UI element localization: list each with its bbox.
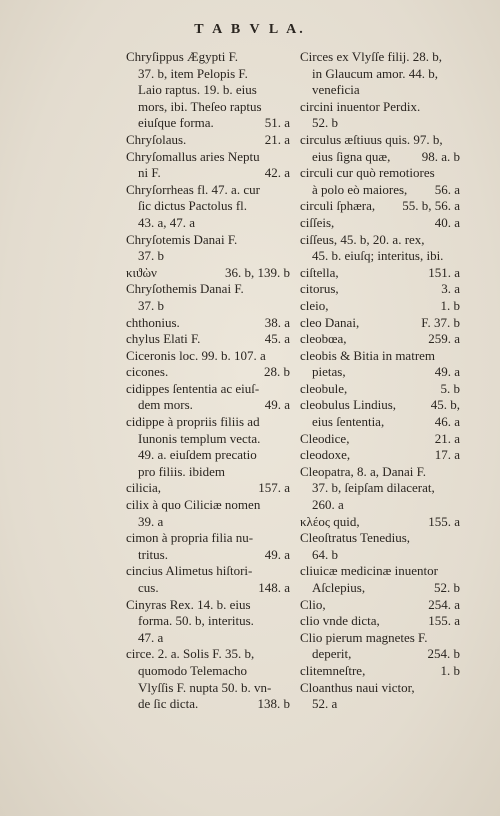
entry-page-ref: 21. a xyxy=(264,131,290,147)
entry-text: veneficia xyxy=(312,82,360,98)
entry-page-ref: 259. a xyxy=(428,331,460,347)
entry-text: cincius Alimetus hiſtori- xyxy=(126,563,253,579)
entry-page-ref: 1. b xyxy=(440,662,460,678)
entry-page-ref: 55. b, 56. a xyxy=(402,198,460,214)
entry-text: deperit, xyxy=(312,646,352,662)
entry-page-ref: 151. a xyxy=(428,264,460,280)
entry-text: Chryſolaus. xyxy=(126,131,187,147)
index-entry xyxy=(300,447,460,464)
entry-text: cleobulus Lindius, xyxy=(300,397,397,413)
entry-text: Chryſorrheas fl. 47. a. cur xyxy=(126,181,260,197)
entry-text: Chryſippus Ægypti F. xyxy=(126,49,239,64)
index-entry xyxy=(126,182,290,199)
entry-text: forma. 50. b, interitus. xyxy=(138,613,254,629)
index-entry xyxy=(126,447,290,464)
entry-page-ref: 148. a xyxy=(258,580,290,595)
index-entry xyxy=(300,132,460,149)
index-entry xyxy=(300,298,460,315)
index-entry xyxy=(126,696,290,713)
entry-text: pro filiis. ibidem xyxy=(138,463,226,479)
entry-text: Cinyras Rex. 14. b. eius xyxy=(126,596,251,612)
entry-page-ref: 155. a xyxy=(428,613,460,629)
entry-text: 45. b. eiuſq; interitus, ibi. xyxy=(312,248,444,264)
index-entry xyxy=(126,215,290,232)
entry-page-ref: 45. b, xyxy=(430,397,460,413)
index-entry xyxy=(126,364,290,381)
entry-text: clio vnde dicta, xyxy=(300,613,380,629)
entry-text: cliuicæ medicinæ inuentor xyxy=(300,563,438,579)
index-entry xyxy=(126,613,290,630)
entry-text: cimon à propria filia nu- xyxy=(126,530,254,546)
entry-page-ref: 21. a xyxy=(434,430,460,446)
index-entry xyxy=(126,115,290,132)
index-entry xyxy=(126,232,290,249)
entry-text: 43. a, 47. a xyxy=(138,214,196,230)
entry-page-ref: 3. a xyxy=(441,281,460,297)
entry-page-ref: 49. a xyxy=(434,364,460,380)
index-entry xyxy=(126,248,290,265)
index-entry xyxy=(300,165,460,182)
entry-page-ref: F. 37. b xyxy=(421,314,460,330)
entry-page-ref: 45. a xyxy=(264,331,290,347)
index-column-right xyxy=(300,49,460,713)
index-entry xyxy=(126,663,290,680)
index-entry xyxy=(126,49,290,66)
index-entry xyxy=(300,563,460,580)
entry-page-ref: 49. a xyxy=(264,397,290,413)
index-entry xyxy=(300,215,460,232)
index-entry xyxy=(300,397,460,414)
index-entry xyxy=(300,232,460,249)
entry-text: cidippes ſententia ac eiuſ- xyxy=(126,380,260,396)
entry-text: Cloanthus naui victor, xyxy=(300,679,415,695)
entry-text: circuli cur quò remotiores xyxy=(300,165,435,181)
index-entry xyxy=(300,414,460,431)
index-column-left xyxy=(126,49,290,713)
index-entry xyxy=(300,198,460,215)
entry-text: clitemneſtre, xyxy=(300,662,366,678)
entry-text: Circes ex Vlyſſe filij. 28. b, xyxy=(300,49,443,64)
entry-text: Ciceronis loc. 99. b. 107. a xyxy=(126,347,266,363)
entry-text: circini inuentor Perdix. xyxy=(300,98,421,114)
index-entry xyxy=(126,397,290,414)
entry-text: ciſſeus, 45. b, 20. a. rex, xyxy=(300,231,425,247)
entry-text: ciſtella, xyxy=(300,264,339,280)
index-entry xyxy=(300,281,460,298)
entry-text: Vlyſſis F. nupta 50. b. vn- xyxy=(138,679,272,695)
index-entry xyxy=(126,497,290,514)
index-entry xyxy=(126,580,290,597)
entry-text: cleodoxe, xyxy=(300,447,351,463)
index-entry xyxy=(126,514,290,531)
index-entry xyxy=(300,115,460,132)
index-entry xyxy=(300,530,460,547)
index-entry xyxy=(300,497,460,514)
entry-page-ref: 56. a xyxy=(434,181,460,197)
entry-text: Cleopatra, 8. a, Danai F. xyxy=(300,463,427,479)
entry-page-ref: 49. a xyxy=(264,546,290,562)
index-entry xyxy=(126,646,290,663)
index-entry xyxy=(300,696,460,713)
entry-text: tritus. xyxy=(138,546,168,562)
index-entry xyxy=(300,348,460,365)
index-entry xyxy=(126,680,290,697)
index-entry xyxy=(300,82,460,99)
running-header: T A B V L A. xyxy=(194,22,306,37)
entry-page-ref: 46. a xyxy=(434,414,460,430)
entry-page-ref: 52. b xyxy=(434,580,460,595)
entry-page-ref: 254. b xyxy=(427,646,460,662)
entry-text: Clio, xyxy=(300,596,326,612)
entry-text: Clio pierum magnetes F. xyxy=(300,629,428,645)
index-entry xyxy=(300,66,460,83)
index-entry xyxy=(126,431,290,448)
entry-text: circe. 2. a. Solis F. 35. b, xyxy=(126,646,255,662)
entry-text: 52. b xyxy=(312,115,338,131)
entry-text: eius ſigna quæ, xyxy=(312,148,391,164)
entry-text: cleobis & Bitia in matrem xyxy=(300,347,436,363)
index-entry xyxy=(300,49,460,66)
entry-text: circuli ſphæra, xyxy=(300,198,376,214)
entry-page-ref: 28. b xyxy=(264,364,290,380)
index-entry xyxy=(300,597,460,614)
entry-text: cleobule, xyxy=(300,380,348,396)
entry-text: Chryſothemis Danai F. xyxy=(126,281,244,297)
entry-page-ref: 42. a xyxy=(264,165,290,181)
entry-page-ref: 51. a xyxy=(264,115,290,131)
index-entry xyxy=(126,99,290,116)
entry-page-ref: 36. b, 139. b xyxy=(225,264,290,280)
entry-text: 37. b xyxy=(138,297,164,313)
entry-text: ni F. xyxy=(138,165,161,181)
entry-text: cicones. xyxy=(126,364,169,380)
index-entry xyxy=(300,364,460,381)
index-entry xyxy=(300,514,460,531)
entry-text: ciſſeis, xyxy=(300,214,335,230)
entry-page-ref: 254. a xyxy=(428,596,460,612)
index-entry xyxy=(126,597,290,614)
index-entry xyxy=(300,381,460,398)
index-entry xyxy=(300,248,460,265)
entry-text: dem mors. xyxy=(138,397,193,413)
entry-text: quomodo Telemacho xyxy=(138,662,247,678)
index-entry xyxy=(126,464,290,481)
entry-text: citorus, xyxy=(300,281,339,297)
index-entry xyxy=(126,165,290,182)
entry-page-ref: 157. a xyxy=(258,480,290,496)
entry-text: Laio raptus. 19. b. eius xyxy=(138,82,257,98)
index-entry xyxy=(300,149,460,166)
index-entry xyxy=(126,198,290,215)
entry-page-ref: 138. b xyxy=(257,696,290,712)
index-entry xyxy=(300,630,460,647)
entry-text: 64. b xyxy=(312,546,338,562)
index-entry xyxy=(126,82,290,99)
index-entry xyxy=(126,298,290,315)
entry-text: eius ſententia, xyxy=(312,414,385,430)
entry-text: Iunonis templum vecta. xyxy=(138,430,261,446)
index-entry xyxy=(300,547,460,564)
index-entry xyxy=(126,265,290,282)
entry-text: Cleoſtratus Tenedius, xyxy=(300,530,411,546)
index-entry xyxy=(126,563,290,580)
index-entry xyxy=(126,630,290,647)
entry-text: eiuſque forma. xyxy=(138,115,214,131)
entry-text: de ſic dicta. xyxy=(138,696,199,712)
entry-text: 47. a xyxy=(138,629,164,645)
entry-text: 260. a xyxy=(312,497,344,513)
entry-text: Cleodice, xyxy=(300,430,350,446)
entry-text: κιϑὼν xyxy=(126,264,157,280)
entry-text: 37. b, item Pelopis F. xyxy=(138,65,248,81)
index-entry xyxy=(300,680,460,697)
entry-page-ref: 5. b xyxy=(440,380,460,396)
entry-text: Chryſotemis Danai F. xyxy=(126,231,238,247)
entry-text: Aſclepius, xyxy=(312,580,366,595)
entry-text: cus. xyxy=(138,580,159,595)
index-entry xyxy=(300,265,460,282)
index-entry xyxy=(126,381,290,398)
entry-text: 49. a. eiuſdem precatio xyxy=(138,447,257,463)
entry-text: circulus æſtiuus quis. 97. b, xyxy=(300,131,443,147)
entry-text: chylus Elati F. xyxy=(126,331,201,347)
index-entry xyxy=(126,348,290,365)
entry-text: cidippe à propriis filiis ad xyxy=(126,414,260,430)
entry-text: cleobœa, xyxy=(300,331,347,347)
entry-page-ref: 98. a. b xyxy=(421,148,460,164)
index-entry xyxy=(300,182,460,199)
index-entry xyxy=(300,613,460,630)
entry-text: mors, ibi. Theſeo raptus xyxy=(138,98,262,114)
index-entry xyxy=(126,414,290,431)
entry-page-ref: 1. b xyxy=(440,297,460,313)
entry-text: cilicia, xyxy=(126,480,162,496)
index-entry xyxy=(126,281,290,298)
entry-page-ref: 38. a xyxy=(264,314,290,330)
entry-page-ref: 17. a xyxy=(434,447,460,463)
index-entry xyxy=(126,132,290,149)
entry-text: pietas, xyxy=(312,364,346,380)
index-entry xyxy=(126,149,290,166)
entry-page-ref: 40. a xyxy=(434,214,460,230)
index-entry xyxy=(126,66,290,83)
index-entry xyxy=(126,530,290,547)
entry-text: ſic dictus Pactolus fl. xyxy=(138,198,248,214)
entry-text: chthonius. xyxy=(126,314,180,330)
entry-text: κλέος quid, xyxy=(300,513,360,529)
index-entry xyxy=(300,99,460,116)
index-entry xyxy=(300,464,460,481)
entry-text: 37. b xyxy=(138,248,164,264)
index-entry xyxy=(126,331,290,348)
index-entry xyxy=(300,431,460,448)
index-entry xyxy=(300,663,460,680)
index-entry xyxy=(300,646,460,663)
entry-text: 39. a xyxy=(138,513,164,529)
entry-text: cleio, xyxy=(300,297,329,313)
index-entry xyxy=(300,331,460,348)
index-entry xyxy=(300,580,460,597)
entry-text: cilix à quo Ciliciæ nomen xyxy=(126,497,261,513)
index-entry xyxy=(126,480,290,497)
entry-text: cleo Danai, xyxy=(300,314,360,330)
entry-text: 37. b, ſeipſam dilacerat, xyxy=(312,480,435,496)
index-entry xyxy=(300,315,460,332)
index-entry xyxy=(126,315,290,332)
entry-text: Chryſomallus aries Neptu xyxy=(126,148,260,164)
entry-page-ref: 155. a xyxy=(428,513,460,529)
entry-text: 52. a xyxy=(312,696,338,712)
index-entry xyxy=(300,480,460,497)
entry-text: in Glaucum amor. 44. b, xyxy=(312,65,439,81)
index-entry xyxy=(126,547,290,564)
entry-text: à polo eò maiores, xyxy=(312,181,408,197)
